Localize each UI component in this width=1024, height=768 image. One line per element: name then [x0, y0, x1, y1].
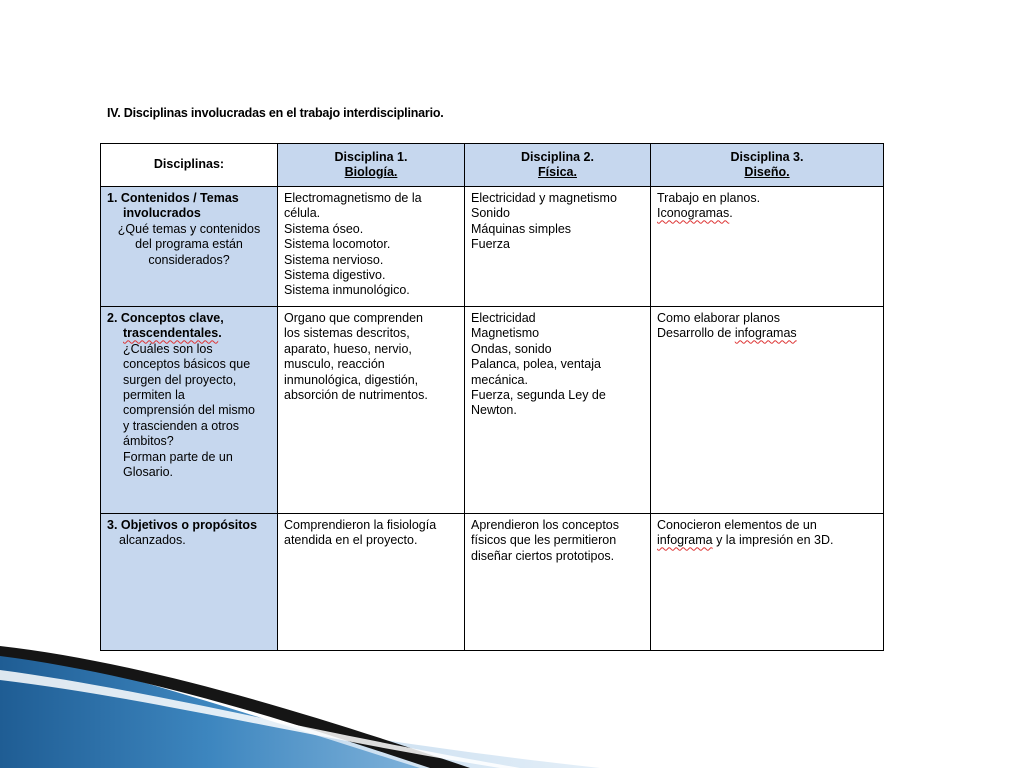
cell-line: Máquinas simples — [471, 221, 572, 236]
cell-text: Desarrollo de — [657, 326, 735, 341]
cell-line: absorción de nutrimentos. — [284, 388, 428, 403]
cell-line: Sistema digestivo. — [284, 268, 386, 283]
row-2-design-cell — [651, 307, 884, 514]
cell-line: Sistema inmunológico. — [284, 283, 410, 298]
spellcheck-word: Iconogramas — [657, 206, 730, 221]
cell-line: diseñar ciertos prototipos. — [471, 548, 615, 563]
row-2-question-line: y trascienden a otros — [123, 418, 240, 433]
row-1-label — [101, 187, 278, 307]
header-discipline-3-title: Disciplina 3. — [730, 149, 804, 164]
cell-line: Aprendieron los conceptos — [471, 518, 620, 532]
cell-line: Comprendieron la fisiología — [284, 518, 437, 532]
row-1-design-cell — [651, 187, 884, 307]
row-3-physics-cell — [465, 514, 651, 651]
cell-line: Sonido — [471, 206, 510, 221]
cell-line: Sistema nervioso. — [284, 252, 384, 267]
header-discipline-2-name: Física. — [538, 165, 577, 179]
cell-line: Trabajo en planos. — [657, 191, 761, 205]
row-1-question-line: considerados? — [148, 252, 230, 267]
row-1-label-title-2: involucrados — [123, 206, 201, 221]
cell-text: . — [729, 206, 733, 221]
cell-line: Palanca, polea, ventaja — [471, 357, 601, 372]
row-2-label — [101, 307, 278, 514]
cell-line: célula. — [284, 206, 321, 221]
row-2-physics-cell — [465, 307, 651, 514]
spellcheck-word: trascendentales — [123, 326, 219, 341]
cell-line: inmunológica, digestión, — [284, 372, 419, 387]
section-heading: IV. Disciplinas involucradas en el trabajo interdisciplinario. — [107, 106, 444, 120]
cell-line: musculo, reacción — [284, 357, 385, 372]
cell-line: Conocieron elementos de un — [657, 518, 817, 532]
header-discipline-2 — [465, 144, 651, 187]
row-1-biology-cell — [278, 187, 465, 307]
disciplines-table — [100, 143, 884, 651]
cell-line: Electromagnetismo de la — [284, 191, 422, 205]
cell-line: Electricidad y magnetismo — [471, 191, 617, 205]
header-discipline-1-name: Biología. — [344, 165, 398, 179]
cell-line: Magnetismo — [471, 326, 540, 341]
cell-line: Como elaborar planos — [657, 311, 780, 325]
table-row — [101, 514, 884, 651]
row-2-biology-cell — [278, 307, 465, 514]
table-row — [101, 187, 884, 307]
header-discipline-1-title: Disciplina 1. — [334, 149, 408, 164]
cell-line — [657, 326, 877, 341]
row-2-question-line: surgen del proyecto, — [123, 372, 237, 387]
row-2-question-line: Glosario. — [123, 465, 174, 480]
header-disciplinas: Disciplinas: — [101, 144, 278, 187]
row-2-question-line: comprensión del mismo — [123, 403, 255, 418]
cell-line: Fuerza, segunda Ley de — [471, 388, 606, 403]
row-2-question-line: ¿Cuáles son los — [123, 341, 213, 356]
cell-line: Sistema óseo. — [284, 221, 364, 236]
header-discipline-3 — [651, 144, 884, 187]
cell-line: Newton. — [471, 403, 517, 418]
row-2-label-title-2 — [107, 326, 271, 341]
row-2-question-line: permiten la — [123, 388, 185, 403]
row-2-question-line: ámbitos? — [123, 434, 174, 449]
row-2-label-title: 2. Conceptos clave, — [107, 311, 224, 325]
spellcheck-word: infogramas — [734, 326, 797, 341]
cell-line: mecánica. — [471, 372, 528, 387]
row-3-label-title: 3. Objetivos o propósitos — [107, 518, 258, 532]
cell-line: Ondas, sonido — [471, 341, 552, 356]
row-3-label — [101, 514, 278, 651]
cell-text: . — [218, 326, 222, 341]
cell-line: los sistemas descritos, — [284, 326, 410, 341]
row-2-question-line: conceptos básicos que — [123, 357, 251, 372]
header-discipline-3-name: Diseño. — [744, 165, 790, 179]
cell-text: y la impresión en 3D. — [712, 533, 834, 548]
cell-line: Electricidad — [471, 311, 536, 325]
cell-line: físicos que les permitieron — [471, 533, 617, 548]
cell-line: Sistema locomotor. — [284, 237, 391, 252]
table-header-row — [101, 144, 884, 187]
row-1-label-title: 1. Contenidos / Temas — [107, 191, 239, 205]
row-3-design-cell — [651, 514, 884, 651]
cell-line — [657, 533, 877, 548]
table-row — [101, 307, 884, 514]
row-3-biology-cell — [278, 514, 465, 651]
header-discipline-1 — [278, 144, 465, 187]
cell-line: Fuerza — [471, 237, 510, 252]
row-1-physics-cell — [465, 187, 651, 307]
spellcheck-word: infograma — [657, 533, 713, 548]
decorative-wave — [0, 640, 640, 768]
cell-line: Organo que comprenden — [284, 311, 423, 325]
header-discipline-2-title: Disciplina 2. — [521, 149, 594, 164]
cell-line — [657, 206, 877, 221]
row-2-question-line: Forman parte de un — [123, 449, 233, 464]
row-1-question-line: del programa están — [135, 237, 243, 252]
row-1-question-line: ¿Qué temas y contenidos — [117, 221, 261, 236]
cell-line: aparato, hueso, nervio, — [284, 341, 412, 356]
row-3-question-line: alcanzados. — [119, 533, 186, 548]
cell-line: atendida en el proyecto. — [284, 533, 418, 548]
